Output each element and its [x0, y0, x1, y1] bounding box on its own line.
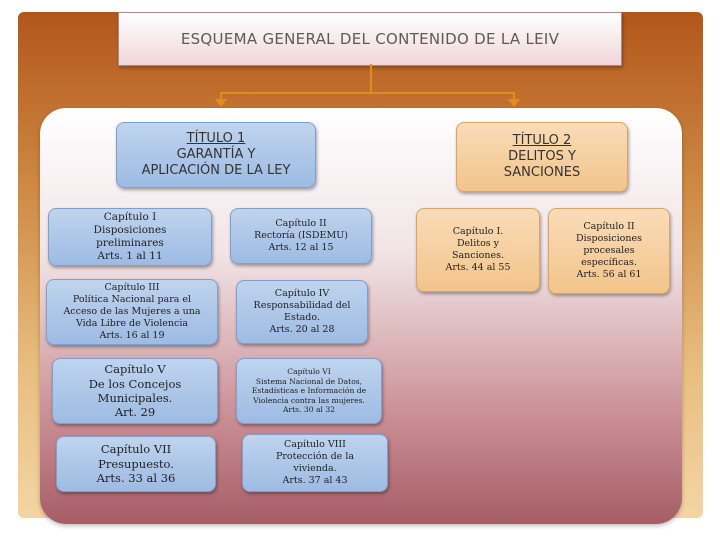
arrowhead-right — [508, 99, 520, 107]
chapter-5-box — [52, 358, 218, 424]
chapter-line: Arts. 16 al 19 — [99, 329, 165, 341]
chapter-7-box — [56, 436, 216, 492]
t2-chapter-2-box — [548, 208, 670, 294]
chapter-line: Arts. 33 al 36 — [96, 471, 176, 486]
chapter-line: De los Concejos — [88, 376, 182, 391]
diagram-title: ESQUEMA GENERAL DEL CONTENIDO DE LA LEIV — [118, 12, 622, 66]
chapter-line: Rectoría (ISDEMU) — [254, 230, 348, 242]
chapter-line: Arts. 37 al 43 — [282, 474, 348, 486]
chapter-line: Capítulo I — [103, 210, 157, 223]
arrowhead-left — [215, 99, 227, 107]
titulo-1-line: APLICACIÓN DE LA LEY — [141, 163, 291, 179]
chapter-line: Capítulo VIII — [284, 439, 346, 451]
chapter-line: Capítulo V — [104, 362, 166, 377]
titulo-1-line: GARANTÍA Y — [176, 146, 256, 162]
titulo-1-heading: TÍTULO 1 — [186, 130, 246, 146]
chapter-line: Protección de la — [275, 451, 355, 463]
chapter-line: Arts. 20 al 28 — [269, 323, 335, 335]
chapter-8-box — [242, 434, 388, 492]
chapter-line: preliminares — [96, 237, 164, 249]
chapter-line: Capítulo I. — [452, 226, 504, 238]
chapter-line: Arts. 12 al 15 — [268, 241, 334, 253]
chapter-line: Arts. 1 al 11 — [97, 250, 163, 263]
chapter-line: Disposiciones — [576, 233, 642, 245]
chapter-line: Presupuesto. — [98, 456, 174, 471]
chapter-line: específicas. — [581, 256, 637, 268]
chapter-line: Delitos y — [456, 238, 500, 250]
chapter-line: vivienda. — [293, 463, 337, 474]
chapter-line: Estado. — [284, 312, 320, 323]
titulo-2-line: SANCIONES — [503, 165, 581, 181]
chapter-line: Sistema Nacional de Datos, — [255, 376, 363, 386]
chapter-line: Responsabilidad del — [253, 300, 351, 312]
chapter-line: Capítulo III — [104, 282, 160, 294]
chapter-line: Capítulo VI — [287, 367, 331, 377]
t2-chapter-1-box — [416, 208, 540, 292]
chapter-line: Arts. 44 al 55 — [445, 261, 511, 273]
chapter-2-box — [230, 208, 372, 264]
chapter-line: Capítulo II — [583, 221, 635, 233]
chapter-line: Municipales. — [97, 391, 173, 405]
chapter-line: Arts. 30 al 32 — [283, 405, 335, 415]
chapter-line: Sanciones. — [451, 250, 504, 261]
connector-horizontal — [220, 92, 515, 94]
chapter-line: Capítulo IV — [274, 288, 330, 300]
chapter-line: Capítulo VII — [100, 442, 172, 457]
chapter-4-box — [236, 280, 368, 344]
connector-vertical — [370, 64, 372, 94]
titulo-1-box — [116, 122, 316, 188]
chapter-line: Vida Libre de Violencia — [75, 317, 189, 329]
chapter-3-box — [46, 279, 218, 345]
chapter-1-box — [48, 208, 212, 266]
chapter-line: Estadísticas e Información de — [251, 386, 367, 396]
chapter-line: Disposiciones — [93, 223, 167, 236]
titulo-2-line: DELITOS Y — [508, 148, 576, 164]
chapter-6-box — [236, 358, 382, 424]
chapter-line: Art. 29 — [114, 405, 156, 420]
titulo-2-heading: TÍTULO 2 — [512, 132, 572, 148]
chapter-line: Arts. 56 al 61 — [576, 268, 642, 280]
chapter-line: Capítulo II — [275, 218, 327, 230]
chapter-line: Violencia contra las mujeres. — [253, 395, 365, 405]
chapter-line: procesales — [583, 245, 635, 257]
chapter-line: Acceso de las Mujeres a una — [63, 306, 201, 318]
chapter-line: Política Nacional para el — [72, 294, 192, 306]
titulo-2-box — [456, 122, 628, 192]
